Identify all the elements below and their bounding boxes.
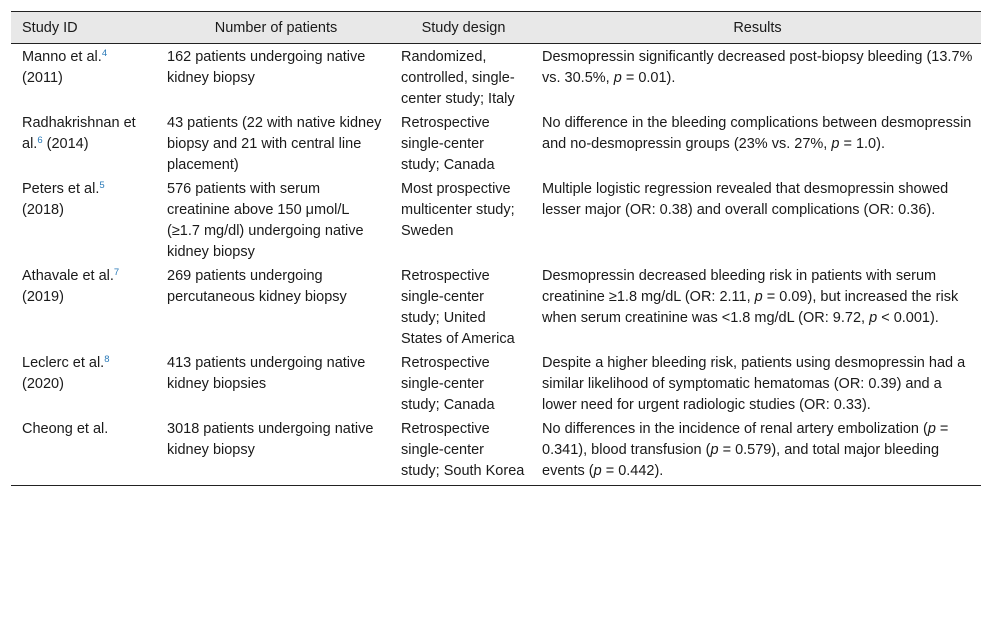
cell-patients: 43 patients (22 with native kidney biopsy and 21 with central line placement) [167, 115, 382, 173]
table-row [11, 110, 981, 176]
desmopressin-studies-table [11, 11, 981, 486]
reference-link[interactable]: 6 [37, 135, 43, 146]
cell-study-id [11, 176, 159, 263]
cell-design: Most prospective multicenter study; Sweden [401, 181, 515, 239]
table-header-row [11, 12, 981, 44]
study-year: (2020) [22, 376, 64, 392]
study-author: Manno et al. [22, 49, 102, 65]
cell-study-id [11, 350, 159, 416]
reference-link[interactable]: 4 [101, 48, 108, 59]
table-row [11, 176, 981, 263]
cell-study-id [11, 263, 159, 350]
cell-results: No differences in the incidence of renal artery embolization (p = 0.341), blood transfusion (p = 0.579), and total major bleeding events (p = 0.442). [542, 421, 949, 479]
table-row [11, 44, 981, 111]
cell-design: Randomized, controlled, single-center study; Italy [401, 49, 515, 107]
cell-study-id [11, 110, 159, 176]
header-results: Results [733, 19, 782, 36]
cell-study-id [11, 416, 159, 486]
study-year: (2014) [46, 136, 89, 152]
cell-study-id [11, 44, 159, 111]
header-study-design: Study design [421, 19, 506, 36]
cell-results: Desmopressin decreased bleeding risk in patients with serum creatinine ≥1.8 mg/dL (OR: 2.11, p = 0.09), but increased the risk when serum creatinine was <1.8 mg/dL (OR: 9.72, p < 0.001). [542, 268, 959, 326]
cell-results: No difference in the bleeding complications between desmopressin and no-desmopressin groups (23% vs. 27%, p = 1.0). [542, 115, 972, 152]
table-row [11, 263, 981, 350]
studies-table-container [11, 11, 981, 486]
header-study-id: Study ID [22, 19, 78, 36]
study-year: (2011) [22, 70, 63, 86]
cell-patients: 269 patients undergoing percutaneous kidney biopsy [167, 268, 347, 305]
cell-design: Retrospective single-center study; South Korea [401, 421, 525, 479]
cell-patients: 413 patients undergoing native kidney biopsies [167, 355, 366, 392]
header-number-of-patients: Number of patients [214, 19, 338, 36]
cell-design: Retrospective single-center study; United States of America [401, 268, 515, 347]
study-author: Cheong et al. [22, 421, 109, 437]
table-row [11, 416, 981, 486]
reference-link[interactable]: 7 [113, 267, 120, 278]
cell-patients: 162 patients undergoing native kidney biopsy [167, 49, 366, 86]
study-year: (2018) [22, 202, 64, 218]
study-author: Peters et al. [22, 181, 100, 197]
study-author: Radhakrishnan et al. [22, 115, 136, 152]
reference-link[interactable]: 8 [104, 354, 110, 365]
cell-design: Retrospective single-center study; Canada [401, 115, 495, 173]
cell-design: Retrospective single-center study; Canada [401, 355, 495, 413]
cell-patients: 3018 patients undergoing native kidney biopsy [167, 421, 374, 458]
study-year: (2019) [22, 289, 64, 305]
table-row [11, 350, 981, 416]
cell-patients: 576 patients with serum creatinine above 150 μmol/L (≥1.7 mg/dl) undergoing native kidney biopsy [167, 181, 364, 260]
reference-link[interactable]: 5 [99, 180, 105, 191]
cell-results: Multiple logistic regression revealed that desmopressin showed lesser major (OR: 0.38) and overall complications (OR: 0.36). [542, 181, 949, 218]
cell-results: Despite a higher bleeding risk, patients using desmopressin had a similar likelihood of symptomatic hematomas (OR: 0.39) and a lower need for urgent radiologic studies (OR: 0.33). [542, 355, 966, 413]
study-author: Athavale et al. [22, 268, 114, 284]
study-author: Leclerc et al. [22, 355, 105, 371]
cell-results: Desmopressin significantly decreased post-biopsy bleeding (13.7% vs. 30.5%, p = 0.01). [542, 49, 973, 86]
